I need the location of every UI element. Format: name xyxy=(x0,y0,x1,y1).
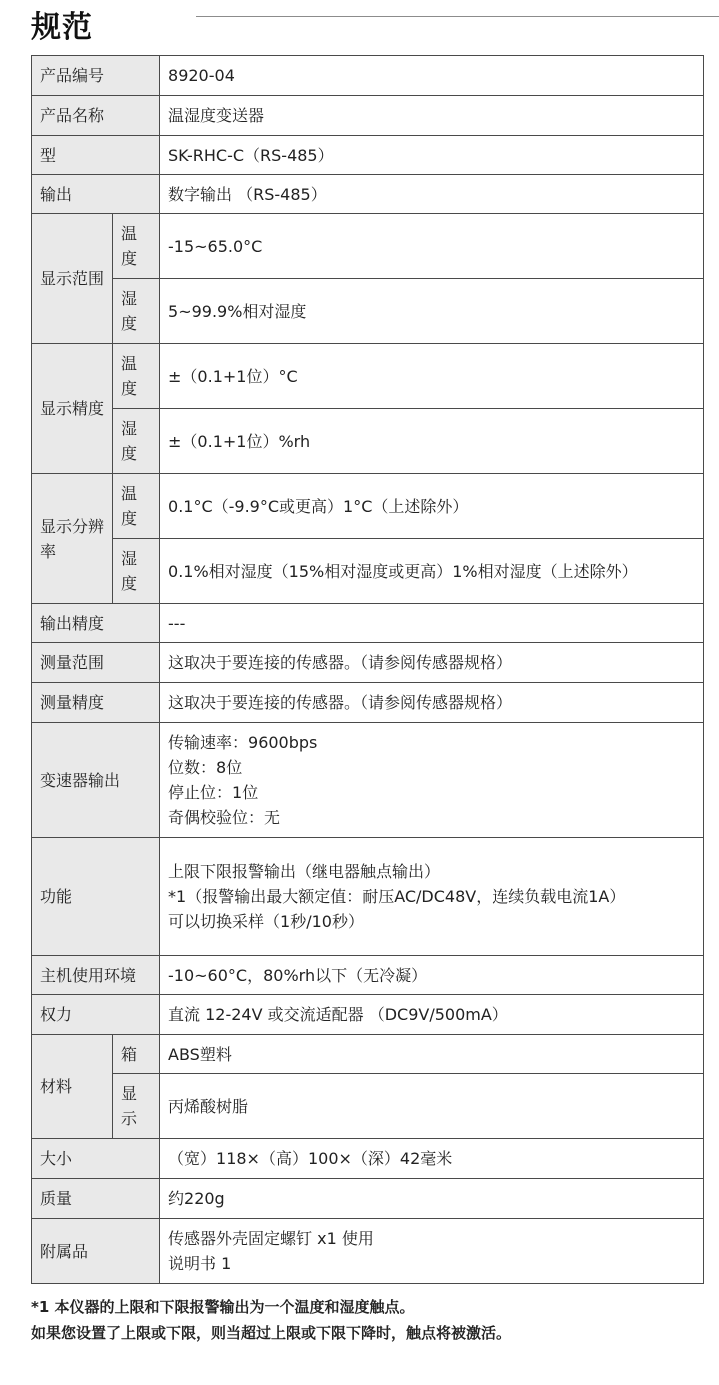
footnote-line: *1 本仪器的上限和下限报警输出为一个温度和湿度触点。 xyxy=(31,1298,415,1316)
row-value: ±（0.1+1位）°C xyxy=(160,344,704,409)
table-row xyxy=(32,175,704,214)
row-label: 大小 xyxy=(32,1139,160,1179)
table-row xyxy=(32,56,704,96)
row-value: 8920-04 xyxy=(160,56,704,96)
table-row xyxy=(32,838,704,956)
row-label: 测量范围 xyxy=(32,643,160,683)
row-value: ±（0.1+1位）%rh xyxy=(160,409,704,474)
table-row xyxy=(32,956,704,995)
row-value: 温湿度变送器 xyxy=(160,96,704,136)
value-line: 奇偶校验位：无 xyxy=(168,808,281,827)
value-line: 可以切换采样（1秒/10秒） xyxy=(168,912,364,931)
row-label: 质量 xyxy=(32,1179,160,1219)
row-value-multiline xyxy=(160,1219,704,1284)
row-label: 主机使用环境 xyxy=(32,956,160,995)
sub-label: 温度 xyxy=(113,214,160,279)
table-row xyxy=(32,279,704,344)
sub-label: 箱 xyxy=(113,1035,160,1074)
table-row xyxy=(32,1179,704,1219)
sub-label: 湿度 xyxy=(113,279,160,344)
row-value: 0.1%相对湿度（15%相对湿度或更高）1%相对湿度（上述除外） xyxy=(160,539,704,604)
row-label: 附属品 xyxy=(32,1219,160,1284)
sub-label: 温度 xyxy=(113,474,160,539)
sub-label: 湿度 xyxy=(113,539,160,604)
value-line: 停止位：1位 xyxy=(168,783,259,802)
row-value: SK-RHC-C（RS-485） xyxy=(160,136,704,175)
row-label: 权力 xyxy=(32,995,160,1035)
row-value: 5~99.9%相对湿度 xyxy=(160,279,704,344)
row-value: 这取决于要连接的传感器。（请参阅传感器规格） xyxy=(160,683,704,723)
table-row xyxy=(32,409,704,474)
row-label: 功能 xyxy=(32,838,160,956)
table-row xyxy=(32,1035,704,1074)
value-line: 上限下限报警输出（继电器触点输出） xyxy=(168,862,441,881)
value-line: *1（报警输出最大额定值：耐压AC/DC48V，连续负载电流1A） xyxy=(168,887,626,906)
table-row xyxy=(32,604,704,643)
table-row xyxy=(32,643,704,683)
row-value: 丙烯酸树脂 xyxy=(160,1074,704,1139)
table-row xyxy=(32,1074,704,1139)
footnote-line: 如果您设置了上限或下限，则当超过上限或下限下降时，触点将被激活。 xyxy=(31,1324,512,1342)
spec-table xyxy=(31,55,704,1284)
row-label: 显示范围 xyxy=(32,214,113,344)
sub-label: 湿度 xyxy=(113,409,160,474)
row-value: （宽）118×（高）100×（深）42毫米 xyxy=(160,1139,704,1179)
row-label: 输出 xyxy=(32,175,160,214)
table-row xyxy=(32,1139,704,1179)
table-row xyxy=(32,539,704,604)
row-value: ABS塑料 xyxy=(160,1035,704,1074)
table-row xyxy=(32,723,704,838)
footnote xyxy=(31,1294,511,1346)
table-row xyxy=(32,474,704,539)
row-label: 测量精度 xyxy=(32,683,160,723)
row-value: --- xyxy=(160,604,704,643)
value-line: 说明书 1 xyxy=(168,1254,232,1273)
table-row xyxy=(32,1219,704,1284)
table-row xyxy=(32,96,704,136)
table-row xyxy=(32,344,704,409)
value-line: 位数：8位 xyxy=(168,758,243,777)
row-label: 显示分辨率 xyxy=(32,474,113,604)
row-label: 材料 xyxy=(32,1035,113,1139)
row-label: 型 xyxy=(32,136,160,175)
row-label: 输出精度 xyxy=(32,604,160,643)
page-title: 规范 xyxy=(31,10,93,45)
row-value: 数字输出 （RS-485） xyxy=(160,175,704,214)
value-line: 传感器外壳固定螺钉 x1 使用 xyxy=(168,1229,374,1248)
row-label: 变速器输出 xyxy=(32,723,160,838)
sub-label: 显示 xyxy=(113,1074,160,1139)
row-value-multiline xyxy=(160,838,704,956)
row-value: 直流 12-24V 或交流适配器 （DC9V/500mA） xyxy=(160,995,704,1035)
table-row xyxy=(32,214,704,279)
row-value: -15~65.0°C xyxy=(160,214,704,279)
table-row xyxy=(32,136,704,175)
row-value: 这取决于要连接的传感器。（请参阅传感器规格） xyxy=(160,643,704,683)
value-line: 传输速率：9600bps xyxy=(168,733,318,752)
row-label: 产品编号 xyxy=(32,56,160,96)
row-label: 显示精度 xyxy=(32,344,113,474)
row-value: -10~60°C，80%rh以下（无冷凝） xyxy=(160,956,704,995)
sub-label: 温度 xyxy=(113,344,160,409)
table-row xyxy=(32,683,704,723)
row-value-multiline xyxy=(160,723,704,838)
table-row xyxy=(32,995,704,1035)
row-value: 约220g xyxy=(160,1179,704,1219)
row-label: 产品名称 xyxy=(32,96,160,136)
title-divider xyxy=(196,16,719,17)
row-value: 0.1°C（-9.9°C或更高）1°C（上述除外） xyxy=(160,474,704,539)
